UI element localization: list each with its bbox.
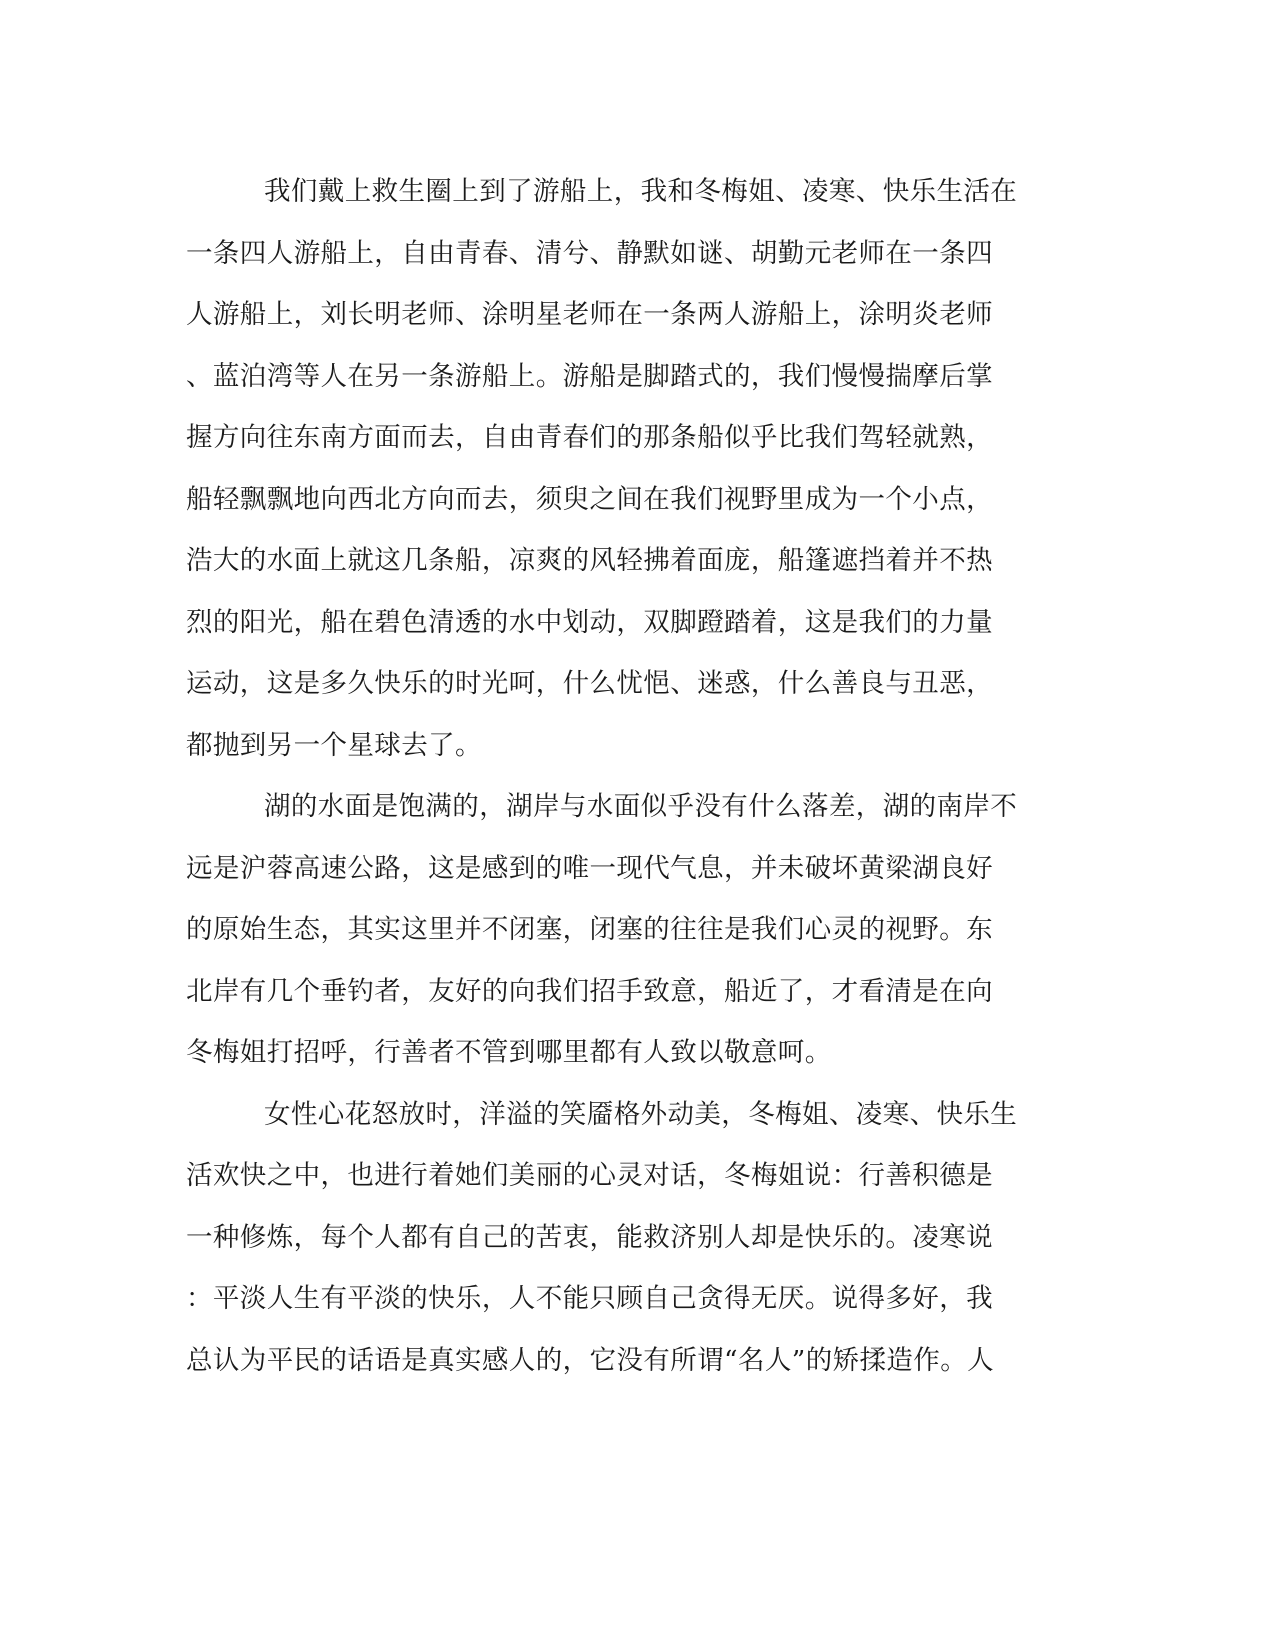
text-line: 握方向往东南方面而去，自由青春们的那条船似乎比我们驾轻就熟， xyxy=(186,422,993,453)
text-line: 船轻飘飘地向西北方向而去，须臾之间在我们视野里成为一个小点， xyxy=(186,483,993,515)
text-line: 、蓝泊湾等人在另一条游船上。游船是脚踏式的，我们慢慢揣摩后掌 xyxy=(186,360,993,392)
text-line: 运动，这是多久快乐的时光呵，什么忧悒、迷惑，什么善良与丑恶， xyxy=(186,668,993,699)
text-line: 一种修炼，每个人都有自己的苦衷，能救济别人却是快乐的。凌寒说 xyxy=(186,1221,993,1253)
text-line: ：平淡人生有平淡的快乐，人不能只顾自己贪得无厌。说得多好，我 xyxy=(186,1283,993,1314)
paragraph-1 xyxy=(186,161,1066,776)
text-line: 一条四人游船上，自由青春、清兮、静默如谜、胡勤元老师在一条四 xyxy=(186,237,993,269)
text-line: 总认为平民的话语是真实感人的，它没有所谓“名人”的矫揉造作。人 xyxy=(186,1344,994,1376)
text-line: 远是沪蓉高速公路，这是感到的唯一现代气息，并未破坏黄梁湖良好 xyxy=(186,852,993,884)
text-line: 烈的阳光，船在碧色清透的水中划动，双脚蹬踏着，这是我们的力量 xyxy=(186,606,993,638)
text-line: 我们戴上救生圈上到了游船上，我和冬梅姐、凌寒、快乐生活在 xyxy=(264,176,1018,207)
text-line: 女性心花怒放时，洋溢的笑靥格外动美，冬梅姐、凌寒、快乐生 xyxy=(264,1098,1018,1130)
text-line: 的原始生态，其实这里并不闭塞，闭塞的往往是我们心灵的视野。东 xyxy=(186,914,993,945)
paragraph-2 xyxy=(186,776,1066,1084)
text-line: 人游船上，刘长明老师、涂明星老师在一条两人游船上，涂明炎老师 xyxy=(186,299,993,330)
text-line: 活欢快之中，也进行着她们美丽的心灵对话，冬梅姐说：行善积德是 xyxy=(186,1160,993,1191)
text-line: 浩大的水面上就这几条船，凉爽的风轻拂着面庞，船篷遮挡着并不热 xyxy=(186,545,993,576)
text-line: 冬梅姐打招呼，行善者不管到哪里都有人致以敬意呵。 xyxy=(186,1037,832,1068)
body-text xyxy=(186,161,1066,1391)
text-line: 都抛到另一个星球去了。 xyxy=(186,729,482,761)
text-line: 湖的水面是饱满的，湖岸与水面似乎没有什么落差，湖的南岸不 xyxy=(264,791,1018,822)
text-line: 北岸有几个垂钓者，友好的向我们招手致意，船近了，才看清是在向 xyxy=(186,975,993,1007)
paragraph-3 xyxy=(186,1084,1066,1392)
